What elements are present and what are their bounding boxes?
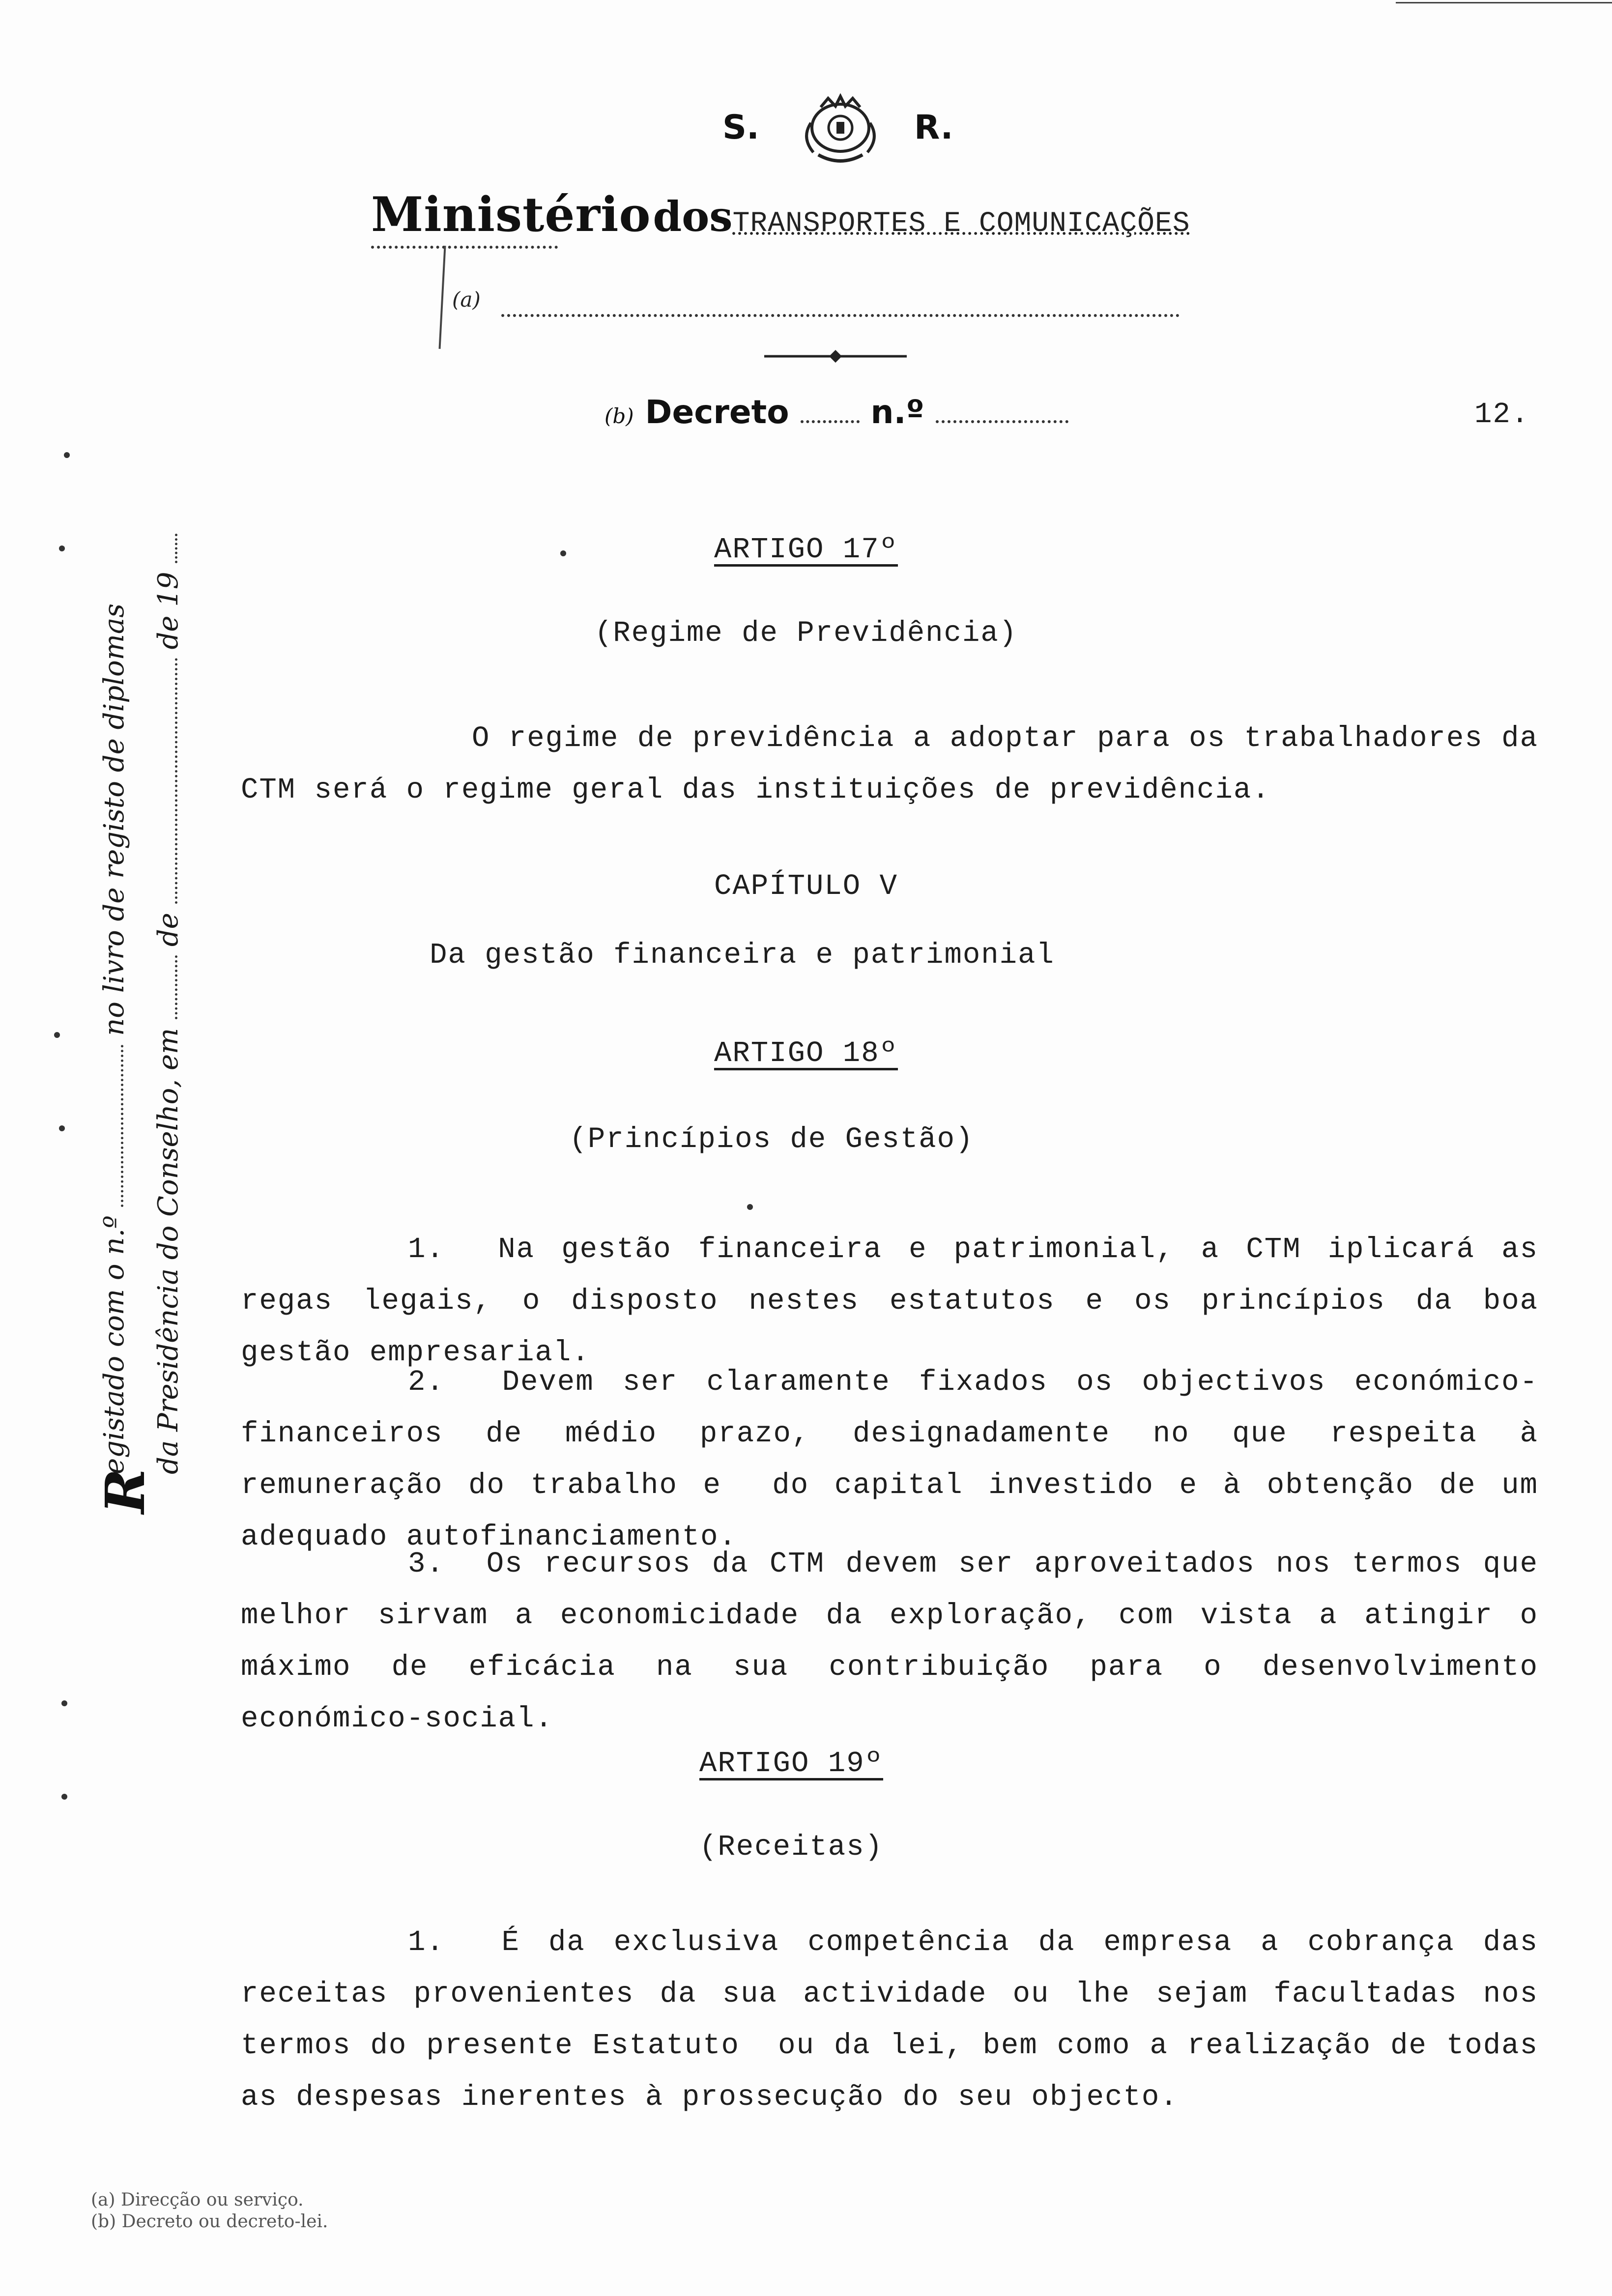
service-marker: (a) bbox=[452, 287, 481, 312]
article-17-subtitle: (Regime de Previdência) bbox=[594, 617, 1018, 650]
ministry-word: Ministério bbox=[371, 187, 651, 242]
handwritten-stroke bbox=[439, 246, 446, 349]
coat-of-arms-icon bbox=[791, 93, 890, 167]
state-letter-s: S. bbox=[722, 108, 759, 147]
article-19-heading bbox=[0, 1747, 1597, 1780]
scan-speck bbox=[59, 1125, 65, 1131]
scan-speck bbox=[54, 1032, 60, 1038]
margin-number-fill bbox=[121, 1045, 123, 1207]
margin-note-council-label: da Presidência do Conselho, em bbox=[152, 1028, 184, 1474]
decree-line bbox=[604, 393, 1096, 437]
margin-note-de-1: de bbox=[152, 913, 184, 947]
article-19-paragraph-1: 1. É da exclusiva competência da empresa a cobrança das receitas provenientes da sua actividade ou lhe sejam facultadas nos termos do presente Estatuto ou da lei, bem como a realização de todas as despesas inerentes à prossecução do seu objecto. bbox=[241, 1926, 1557, 2114]
article-18-paragraph-3: 3. Os recursos da CTM devem ser aproveitados nos termos que melhor sirvam a economicidade da exploração, com vista a atingir o máximo de eficácia na sua contribuição para o desenvolvimento económico-social. bbox=[241, 1548, 1557, 1735]
margin-register-note bbox=[69, 550, 226, 1514]
ministry-preposition: dos bbox=[653, 192, 733, 241]
ministry-department: TRANSPORTES E COMUNICAÇÕES bbox=[732, 208, 1190, 240]
top-edge-rule bbox=[1396, 2, 1612, 3]
margin-note-line-2 bbox=[152, 550, 184, 1474]
scan-speck bbox=[64, 452, 70, 458]
decree-type-fill bbox=[801, 420, 860, 423]
decree-number-fill bbox=[936, 420, 1068, 423]
page-number: 12. bbox=[1474, 398, 1530, 431]
margin-note-book-label: no livro de registo de diplomas bbox=[98, 603, 130, 1036]
scan-speck bbox=[61, 1700, 67, 1706]
margin-day-fill bbox=[175, 955, 177, 1019]
margin-initial-r: R bbox=[93, 1468, 157, 1514]
decree-number-label: n.º bbox=[870, 393, 924, 431]
article-17-text: O regime de previdência a adoptar para os trabalhadores da CTM será o regime geral das instituições de previdência. bbox=[241, 722, 1557, 806]
scan-speck bbox=[747, 1204, 753, 1210]
service-dotted-fill bbox=[501, 314, 1180, 317]
article-18-title: ARTIGO 18º bbox=[714, 1037, 898, 1070]
ministry-line bbox=[371, 187, 1305, 256]
chapter-title: CAPÍTULO V bbox=[714, 870, 898, 903]
state-heading bbox=[688, 93, 983, 172]
margin-note-line-1 bbox=[98, 550, 130, 1474]
state-letter-r: R. bbox=[914, 108, 953, 147]
article-18-heading bbox=[0, 1037, 1612, 1070]
divider-ornament-icon bbox=[764, 349, 907, 364]
scan-speck bbox=[61, 1794, 67, 1800]
footnotes bbox=[91, 2189, 533, 2233]
decree-label: Decreto bbox=[645, 393, 789, 431]
ministry-dotted-fill bbox=[371, 246, 558, 249]
margin-note-year-label: de 19 bbox=[152, 572, 184, 650]
margin-note-registered-label: egistado com o n.º bbox=[98, 1215, 130, 1474]
scan-speck bbox=[59, 545, 65, 551]
scan-speck bbox=[560, 550, 566, 556]
article-17-title: ARTIGO 17º bbox=[714, 533, 898, 566]
footnote-b: (b) Decreto ou decreto-lei. bbox=[91, 2211, 328, 2232]
chapter-subtitle: Da gestão financeira e patrimonial bbox=[430, 939, 1055, 972]
article-18-paragraph-2: 2. Devem ser claramente fixados os objectivos económico-financeiros de médio prazo, designadamente no que respeita à remuneração do trabalho e do capital investido e à obtenção de um adequado autofinanciamento. bbox=[241, 1366, 1557, 1553]
article-19-subtitle: (Receitas) bbox=[699, 1831, 884, 1864]
article-18-paragraph-1: 1. Na gestão financeira e patrimonial, a CTM iplicará as regas legais, o disposto nestes estatutos e os princípios da boa gestão empresarial. bbox=[241, 1233, 1557, 1369]
article-17-heading bbox=[0, 533, 1612, 566]
decree-marker: (b) bbox=[604, 404, 634, 428]
article-19-title: ARTIGO 19º bbox=[699, 1747, 884, 1780]
service-line bbox=[452, 287, 1219, 317]
footnote-a: (a) Direcção ou serviço. bbox=[91, 2190, 304, 2210]
margin-month-fill bbox=[175, 658, 177, 904]
article-18-subtitle: (Princípios de Gestão) bbox=[569, 1123, 974, 1156]
margin-year-fill bbox=[175, 534, 177, 563]
